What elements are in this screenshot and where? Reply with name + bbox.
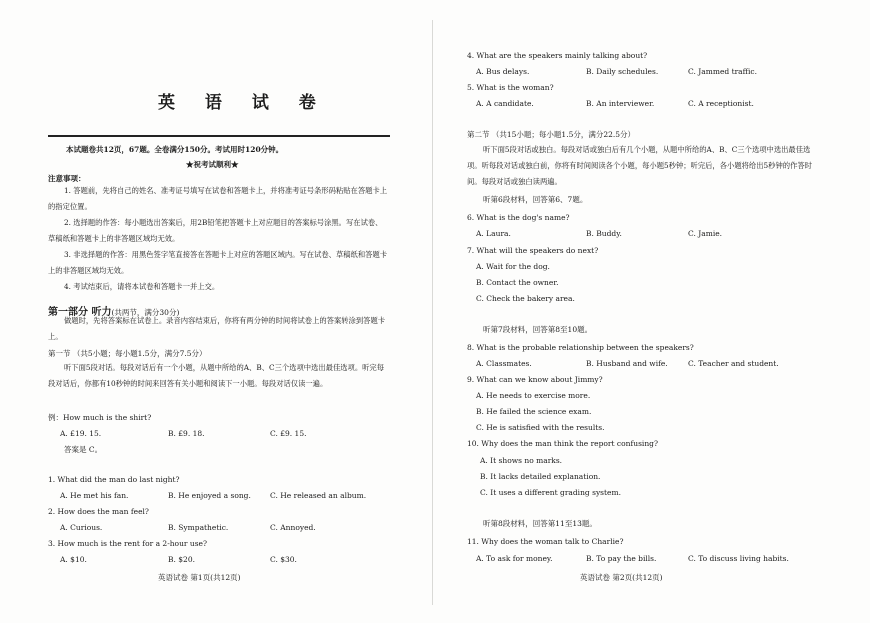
option-c: C. He released an album. [270, 491, 367, 500]
option-c: C. Jammed traffic. [688, 67, 757, 76]
material-6-note: 听第6段材料，回答第6、7题。 [483, 195, 588, 204]
question-3: 3. How much is the rent for a 2-hour use? [48, 539, 208, 548]
option-a: A. Classmates. [476, 359, 532, 368]
option-b: B. An interviewer. [586, 99, 655, 108]
option-a: A. Curious. [60, 523, 103, 532]
option-c: C. Check the bakery area. [476, 294, 575, 303]
option-c: C. A receptionist. [688, 99, 754, 108]
option-b: B. Buddy. [586, 229, 622, 238]
option-a: A. To ask for money. [476, 554, 553, 563]
question-6: 6. What is the dog's name? [467, 213, 570, 222]
note-item: 1. 答题前，先将自己的姓名、准考证号填写在试卷和答题卡上，并将准考证号条形码粘贴在答题卡上的指定位置。 [48, 186, 388, 211]
exam-wish: ★祝考试顺利★ [186, 160, 239, 169]
option-b: B. He failed the science exam. [476, 407, 592, 416]
exam-info: 本试题卷共12页，67题。全卷满分150分。考试用时120分钟。 [66, 145, 284, 154]
option-c: C. $30. [270, 555, 297, 564]
question-1: 1. What did the man do last night? [48, 475, 180, 484]
part1-intro: 做题时，先将答案标在试卷上。录音内容结束后，你将有两分钟的时间将试卷上的答案转涂到答题卡上。 [48, 316, 386, 341]
option-b: B. Daily schedules. [586, 67, 659, 76]
section1-title: 第一节 （共5小题；每小题1.5分，满分7.5分） [48, 349, 207, 358]
question-10: 10. Why does the man think the report confusing? [467, 439, 658, 448]
question-9: 9. What can we know about Jimmy? [467, 375, 603, 384]
question-5: 5. What is the woman? [467, 83, 554, 92]
section1-intro: 听下面5段对话。每段对话后有一个小题，从题中所给的A、B、C三个选项中选出最佳选项。听完每段对话后，你都有10秒钟的时间来回答有关小题和阅读下一小题。每段对话仅读一遍。 [48, 363, 385, 388]
example-question: 例：How much is the shirt? [48, 413, 152, 422]
page-divider [432, 20, 433, 605]
page-footer-right: 英语试卷 第2页(共12页) [580, 573, 663, 582]
option-a: A. He met his fan. [60, 491, 129, 500]
option-c: C. He is satisfied with the results. [476, 423, 605, 432]
option-a: A. He needs to exercise more. [476, 391, 591, 400]
option-b: B. He enjoyed a song. [168, 491, 251, 500]
option-b: B. It lacks detailed explanation. [480, 472, 601, 481]
question-11: 11. Why does the woman talk to Charlie? [467, 537, 624, 546]
option-c: C. Annoyed. [270, 523, 316, 532]
example-option: A. £19. 15. [60, 429, 102, 438]
option-c: C. Jamie. [688, 229, 723, 238]
option-a: A. Bus delays. [476, 67, 530, 76]
option-b: B. Sympathetic. [168, 523, 229, 532]
question-7: 7. What will the speakers do next? [467, 246, 599, 255]
title-rule [48, 135, 390, 137]
material-8-note: 听第8段材料，回答第11至13题。 [483, 519, 597, 528]
question-8: 8. What is the probable relationship between the speakers? [467, 343, 694, 352]
option-c: C. It uses a different grading system. [480, 488, 621, 497]
note-item: 3. 非选择题的作答：用黑色签字笔直接答在答题卡上对应的答题区域内。写在试卷、草稿纸和答题卡上的非答题区域均无效。 [48, 250, 388, 275]
option-a: A. Laura. [476, 229, 511, 238]
page-footer-left: 英语试卷 第1页(共12页) [158, 573, 241, 582]
part1-title: 第一部分 听力 [48, 307, 112, 318]
option-a: A. Wait for the dog. [476, 262, 550, 271]
option-b: B. $20. [168, 555, 195, 564]
part1-subtitle: (共两节，满分30分) [111, 308, 180, 317]
question-2: 2. How does the man feel? [48, 507, 149, 516]
note-item: 4. 考试结束后，请将本试卷和答题卡一并上交。 [64, 282, 220, 291]
question-4: 4. What are the speakers mainly talking about? [467, 51, 648, 60]
option-b: B. To pay the bills. [586, 554, 657, 563]
notes-list [48, 183, 388, 295]
notes-title: 注意事项： [48, 174, 86, 183]
option-a: A. It shows no marks. [480, 456, 563, 465]
option-b: B. Contact the owner. [476, 278, 559, 287]
example-option: B. £9. 18. [168, 429, 205, 438]
note-item: 2. 选择题的作答：每小题选出答案后，用2B铅笔把答题卡上对应题目的答案标号涂黑。写在试卷、草稿纸和答题卡上的非答题区域均无效。 [48, 218, 383, 243]
material-7-note: 听第7段材料，回答第8至10题。 [483, 325, 593, 334]
option-c: C. To discuss living habits. [688, 554, 789, 563]
section2-title: 第二节 （共15小题；每小题1.5分，满分22.5分） [467, 130, 636, 139]
option-c: C. Teacher and student. [688, 359, 779, 368]
option-a: A. A candidate. [476, 99, 534, 108]
option-a: A. $10. [60, 555, 87, 564]
example-option: C. £9. 15. [270, 429, 307, 438]
option-b: B. Husband and wife. [586, 359, 668, 368]
example-answer: 答案是 C。 [64, 445, 103, 454]
section2-intro: 听下面5段对话或独白。每段对话或独白后有几个小题，从题中所给的A、B、C三个选项中选出最佳选项。听每段对话或独白前，你将有时间阅读各个小题，每小题5秒钟；听完后，各小题将给出5秒钟的作答时间。每段对话或独白读两遍。 [467, 145, 812, 186]
exam-title: 英 语 试 卷 [158, 93, 328, 113]
